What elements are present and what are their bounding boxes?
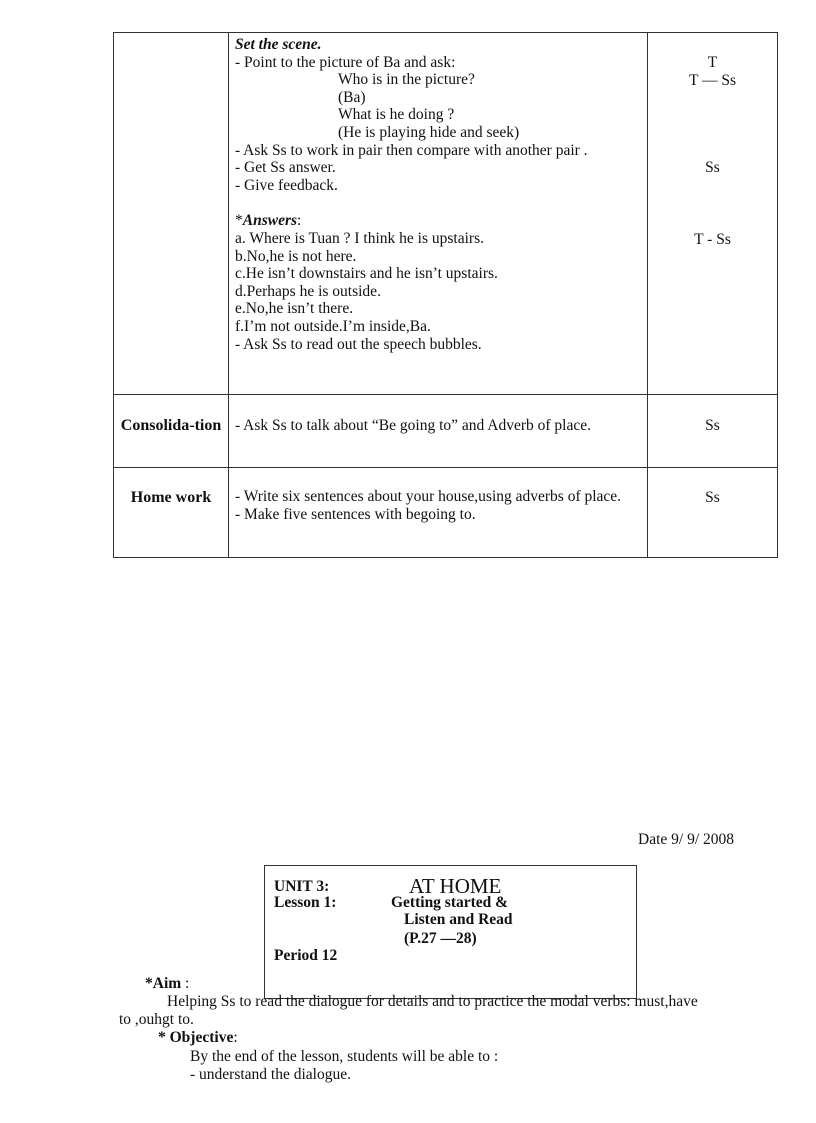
answers-colon: : bbox=[297, 212, 302, 230]
stage-label: Home work bbox=[130, 489, 212, 506]
interaction-label: Ss bbox=[705, 489, 720, 506]
activity-line: - Ask Ss to work in pair then compare with another pair . bbox=[235, 141, 588, 159]
lesson-plan-table bbox=[113, 32, 778, 558]
objective-heading bbox=[158, 1029, 238, 1047]
lesson-pages: (P.27 —28) bbox=[404, 930, 477, 947]
period-label: Period 12 bbox=[274, 947, 338, 964]
aim-heading bbox=[145, 975, 189, 993]
lesson-label: Lesson 1: bbox=[274, 894, 337, 911]
answer-item: b.No,he is not here. bbox=[235, 247, 357, 265]
lesson-title: Listen and Read bbox=[404, 911, 513, 928]
activity-line: - Give feedback. bbox=[235, 176, 338, 194]
table-row bbox=[114, 33, 778, 395]
interaction-cell bbox=[648, 468, 778, 558]
answer-line: (He is playing hide and seek) bbox=[338, 123, 520, 141]
activity-line: - Write six sentences about your house,using adverbs of place. bbox=[235, 488, 622, 505]
table-row bbox=[114, 395, 778, 468]
activity-line: - Get Ss answer. bbox=[235, 159, 336, 177]
unit-label: UNIT 3: bbox=[274, 878, 330, 895]
lesson-date: Date 9/ 9/ 2008 bbox=[638, 831, 734, 848]
stage-cell bbox=[114, 395, 229, 468]
objective-colon: : bbox=[233, 1029, 238, 1046]
answer-line: (Ba) bbox=[338, 88, 366, 106]
answers-marker: * bbox=[235, 212, 243, 230]
objective-label: * Objective bbox=[158, 1029, 234, 1046]
interaction-label: Ss bbox=[705, 417, 720, 434]
aim-text: to ,ouhgt to. bbox=[119, 1011, 194, 1028]
answer-item: e.No,he isn’t there. bbox=[235, 300, 354, 318]
answer-item: f.I’m not outside.I’m inside,Ba. bbox=[235, 317, 431, 335]
stage-cell bbox=[114, 33, 229, 395]
interaction-cell bbox=[648, 395, 778, 468]
answer-item: c.He isn’t downstairs and he isn’t upstairs. bbox=[235, 265, 498, 283]
answers-heading bbox=[235, 212, 641, 230]
answer-item: d.Perhaps he is outside. bbox=[235, 282, 381, 300]
objective-text: - understand the dialogue. bbox=[190, 1066, 351, 1083]
unit-title: AT HOME bbox=[409, 874, 502, 898]
interaction-label: T - Ss bbox=[694, 230, 731, 248]
activity-cell bbox=[229, 33, 648, 395]
question-line: What is he doing ? bbox=[338, 106, 455, 124]
stage-label: Consolida-tion bbox=[120, 417, 222, 434]
aim-colon: : bbox=[181, 975, 190, 992]
interaction-cell bbox=[648, 33, 778, 395]
aim-text: Helping Ss to read the dialogue for details and to practice the modal verbs: must,have bbox=[167, 993, 698, 1010]
activity-line: - Ask Ss to read out the speech bubbles. bbox=[235, 335, 482, 353]
interaction-label: T bbox=[707, 54, 718, 71]
answer-item: a. Where is Tuan ? I think he is upstairs. bbox=[235, 229, 484, 247]
question-line: Who is in the picture? bbox=[338, 71, 475, 89]
set-the-scene-heading: Set the scene. bbox=[235, 36, 322, 53]
activity-line: - Make five sentences with begoing to. bbox=[235, 505, 476, 523]
interaction-label: T — Ss bbox=[688, 71, 737, 89]
activity-cell bbox=[229, 468, 648, 558]
table-row bbox=[114, 468, 778, 558]
answers-label: Answers bbox=[242, 212, 298, 230]
aim-label: *Aim bbox=[145, 975, 182, 992]
interaction-label: Ss bbox=[705, 159, 720, 177]
activity-line: - Ask Ss to talk about “Be going to” and Adverb of place. bbox=[235, 417, 592, 434]
objective-text: By the end of the lesson, students will be able to : bbox=[190, 1048, 499, 1065]
activity-line: - Point to the picture of Ba and ask: bbox=[235, 53, 456, 71]
activity-cell bbox=[229, 395, 648, 468]
lesson-title: Getting started & bbox=[391, 894, 509, 911]
stage-cell bbox=[114, 468, 229, 558]
